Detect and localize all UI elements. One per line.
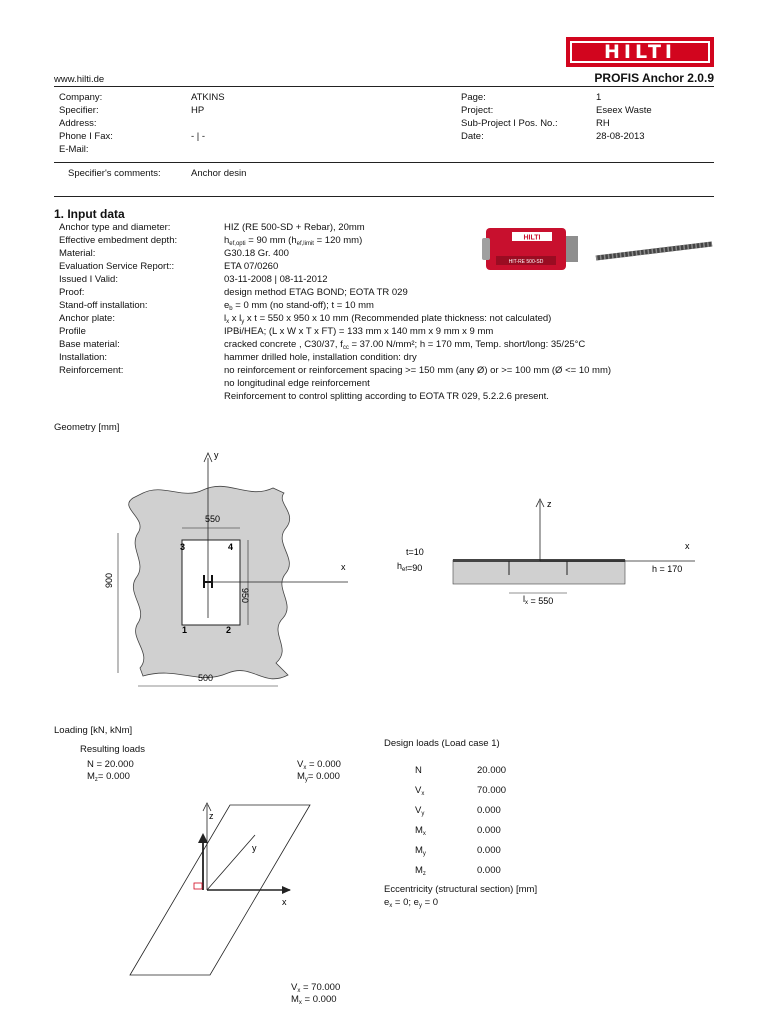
h-label: h = 170 <box>652 564 683 574</box>
y-axis-label: y <box>214 450 219 460</box>
x-axis-label: x <box>282 897 287 907</box>
input-label: Installation: <box>59 352 108 363</box>
design-load-name: $V_x$ <box>415 785 425 797</box>
logo-text: HILTI <box>604 41 676 63</box>
input-value: Reinforcement to control splitting according to EOTA TR 029, 5.2.2.6 present. <box>224 391 549 402</box>
info-label: E-Mail: <box>59 144 89 155</box>
info-value: - | - <box>191 131 206 142</box>
design-load-name: N <box>415 765 422 776</box>
info-label: Page: <box>461 92 486 103</box>
rebar <box>596 244 712 258</box>
input-value: ETA 07/0260 <box>224 261 279 272</box>
info-label: Sub-Project I Pos. No.: <box>461 118 558 129</box>
anchor-label: 2 <box>226 625 232 635</box>
t-label: t=10 <box>406 547 424 557</box>
z-axis-label: z <box>209 811 214 821</box>
eccentricity-value: $e_x = 0$; $e_y = 0$ <box>384 897 439 909</box>
design-load-value: 0.000 <box>477 825 501 836</box>
dim-bottom: 500 <box>198 673 214 683</box>
info-value: HP <box>191 105 205 116</box>
resulting-heading: Resulting loads <box>80 744 145 755</box>
dim-right: 950 <box>240 588 250 604</box>
input-label: Proof: <box>59 287 85 298</box>
resulting-load: $M_x = 0.000$ <box>291 994 337 1006</box>
resulting-load: $V_x = 70.000$ <box>291 982 341 994</box>
input-value: design method ETAG BOND; EOTA TR 029 <box>224 287 408 298</box>
y-axis-label: y <box>252 843 257 853</box>
design-load-value: 70.000 <box>477 785 507 796</box>
website-link[interactable]: www.hilti.de <box>54 74 105 85</box>
input-value: cracked concrete , C30/37, $f_{cc} = 37.00$ N/mm²; h = 170 mm, Temp. short/long: 35/25°C <box>224 339 586 351</box>
input-value: $e_b = 0$ mm (no stand-off); t = 10 mm <box>224 300 374 312</box>
input-label: Base material: <box>59 339 120 350</box>
input-label: Reinforcement: <box>59 365 124 376</box>
anchor-label: 3 <box>180 542 186 552</box>
info-value: Eseex Waste <box>596 105 652 116</box>
comments-label: Specifier's comments: <box>68 168 161 179</box>
brand-text: HILTI <box>523 234 541 242</box>
resulting-load: $M_y= 0.000$ <box>297 771 340 783</box>
design-load-value: 0.000 <box>477 805 501 816</box>
design-load-name: $M_z$ <box>415 865 426 877</box>
hef-label: $h_{ef}=90$ <box>397 561 423 573</box>
design-load-value: 0.000 <box>477 865 501 876</box>
x-axis-label: x <box>341 562 346 572</box>
x-axis-label: x <box>685 541 690 551</box>
info-label: Company: <box>59 92 103 103</box>
plate-section <box>453 559 625 562</box>
anchor-label: 1 <box>182 625 188 635</box>
cartridge-end <box>566 236 578 262</box>
lx-label: $l_x = 550$ <box>523 594 554 606</box>
x-arrow-icon <box>282 886 291 894</box>
design-load-value: 20.000 <box>477 765 507 776</box>
design-load-name: $M_x$ <box>415 825 426 837</box>
geometry-heading: Geometry [mm] <box>54 422 120 433</box>
info-label: Specifier: <box>59 105 99 116</box>
design-heading: Design loads (Load case 1) <box>384 738 500 749</box>
rebar-image <box>596 244 712 258</box>
header-divider <box>54 86 714 87</box>
geometry-section-view <box>395 495 705 610</box>
y-axis <box>207 835 255 890</box>
info-value: 1 <box>596 92 602 103</box>
input-value: $l_x$ x $l_y$ x t = 550 x 950 x 10 mm (Recommended plate thickness: not calculated) <box>224 313 552 325</box>
dim-left: 900 <box>104 572 114 588</box>
input-label: Anchor type and diameter: <box>59 222 171 233</box>
n-arrow-icon <box>198 833 208 843</box>
cartridge-cap <box>482 238 490 260</box>
comments-value: Anchor desin <box>191 168 247 179</box>
input-value: 03-11-2008 | 08-11-2012 <box>224 274 328 285</box>
design-load-name: $V_y$ <box>415 805 425 817</box>
input-label: Evaluation Service Report:: <box>59 261 175 272</box>
input-label: Issued I Valid: <box>59 274 118 285</box>
info-label: Project: <box>461 105 494 116</box>
info-label: Address: <box>59 118 97 129</box>
resulting-load: $V_x = 0.000$ <box>297 759 341 771</box>
info-divider <box>54 162 714 163</box>
input-label: Stand-off installation: <box>59 300 148 311</box>
input-value: no reinforcement or reinforcement spacing >= 150 mm (any Ø) or >= 100 mm (Ø <= 10 mm) <box>224 365 612 376</box>
input-data-heading: 1. Input data <box>54 207 125 221</box>
loading-heading: Loading [kN, kNm] <box>54 725 133 736</box>
product-title: PROFIS Anchor 2.0.9 <box>594 71 714 85</box>
z-axis-label: z <box>547 499 552 509</box>
design-load-name: $M_y$ <box>415 845 426 857</box>
input-value: $h_{ef,opti} = 90$ mm ($h_{ef,limit} = 120$ mm) <box>224 235 363 247</box>
concrete-section <box>453 560 625 584</box>
resulting-load: N = 20.000 <box>87 759 134 770</box>
input-value: G30.18 Gr. 400 <box>224 248 289 259</box>
cartridge-label: HIT-RE 500-SD <box>508 259 544 265</box>
hilti-logo <box>566 37 714 67</box>
anchor-label: 4 <box>228 542 234 552</box>
loading-3d-view <box>110 795 340 985</box>
dim-top: 550 <box>205 514 221 524</box>
input-value: HIZ (RE 500-SD + Rebar), 20mm <box>224 222 365 233</box>
input-label: Material: <box>59 248 96 259</box>
info-value: 28-08-2013 <box>596 131 645 142</box>
profile-marker <box>194 883 202 889</box>
eccentricity-heading: Eccentricity (structural section) [mm] <box>384 884 538 895</box>
design-load-value: 0.000 <box>477 845 501 856</box>
input-value: hammer drilled hole, installation condition: dry <box>224 352 417 363</box>
input-label: Anchor plate: <box>59 313 115 324</box>
resulting-load: $M_z= 0.000$ <box>87 771 130 783</box>
info-label: Phone I Fax: <box>59 131 113 142</box>
input-label: Effective embedment depth: <box>59 235 178 246</box>
input-value: no longitudinal edge reinforcement <box>224 378 370 389</box>
input-label: Profile <box>59 326 86 337</box>
info-label: Date: <box>461 131 484 142</box>
comments-divider <box>54 196 714 197</box>
product-image <box>482 218 714 276</box>
geometry-plan-view <box>98 448 368 698</box>
info-value: RH <box>596 118 610 129</box>
input-value: IPBi/HEA; (L x W x T x FT) = 133 mm x 140 mm x 9 mm x 9 mm <box>224 326 494 337</box>
info-value: ATKINS <box>191 92 225 103</box>
